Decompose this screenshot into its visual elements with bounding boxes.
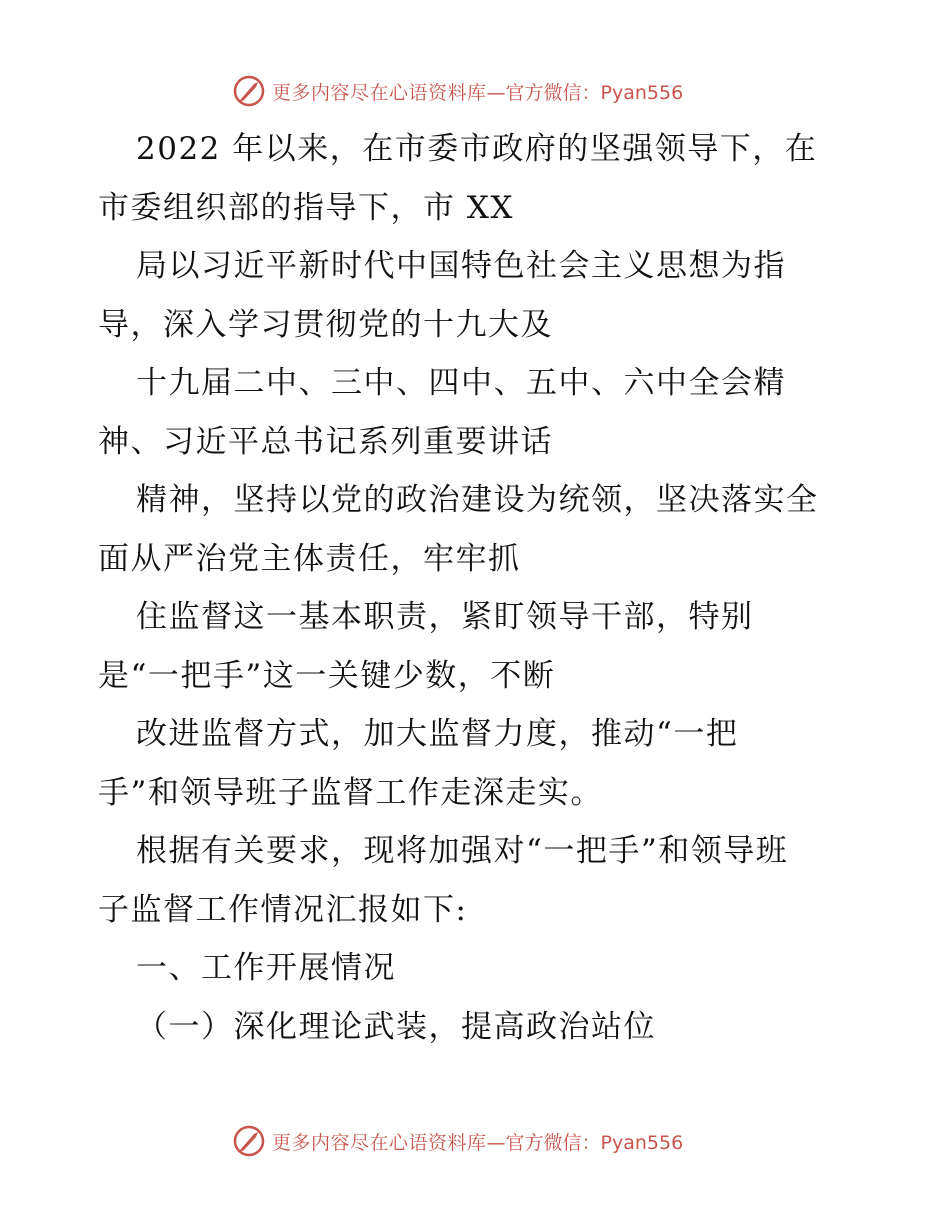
text-line: 市委组织部的指导下，市 XX (98, 189, 514, 226)
text-line: 住监督这一基本职责，紧盯领导干部，特别 (136, 599, 754, 635)
text-line: 是“一把手”这一关键少数，不断 (98, 657, 556, 694)
text-line: 精神，坚持以党的政治建设为统领，坚决落实全 (136, 482, 819, 518)
watermark-header (232, 74, 683, 108)
text-line: 导，深入学习贯彻党的十九大及 (98, 306, 553, 343)
text-line: 手”和领导班子监督工作走深走实。 (98, 774, 603, 811)
quill-logo-icon (232, 74, 266, 108)
watermark-sub-text: —官方微信：Pyan556 (486, 81, 684, 104)
text-line: 根据有关要求，现将加强对“一把手”和领导班 (136, 833, 789, 869)
text-line: 局以习近平新时代中国特色社会主义思想为指 (136, 248, 786, 284)
text-line: 面从严治党主体责任，牢牢抓 (98, 540, 521, 577)
watermark-sub-text: —官方微信：Pyan556 (486, 1131, 684, 1154)
section-heading: 一、工作开展情况 (136, 950, 396, 986)
text-line: 改进监督方式，加大监督力度，推动“一把 (136, 716, 739, 752)
watermark-main-text: 更多内容尽在心语资料库 (272, 1131, 487, 1154)
subsection-heading: （一）深化理论武装，提高政治站位 (136, 1008, 656, 1045)
watermark-main-text: 更多内容尽在心语资料库 (272, 81, 487, 104)
text-line: 十九届二中、三中、四中、五中、六中全会精 (136, 365, 786, 401)
watermark-footer (232, 1124, 683, 1158)
text-line: 神、习近平总书记系列重要讲话 (98, 423, 553, 460)
quill-logo-icon (232, 1124, 266, 1158)
text-line: 2022 年以来，在市委市政府的坚强领导下，在 (136, 131, 818, 167)
document-body (98, 120, 878, 1056)
text-line: 子监督工作情况汇报如下: (98, 891, 468, 928)
